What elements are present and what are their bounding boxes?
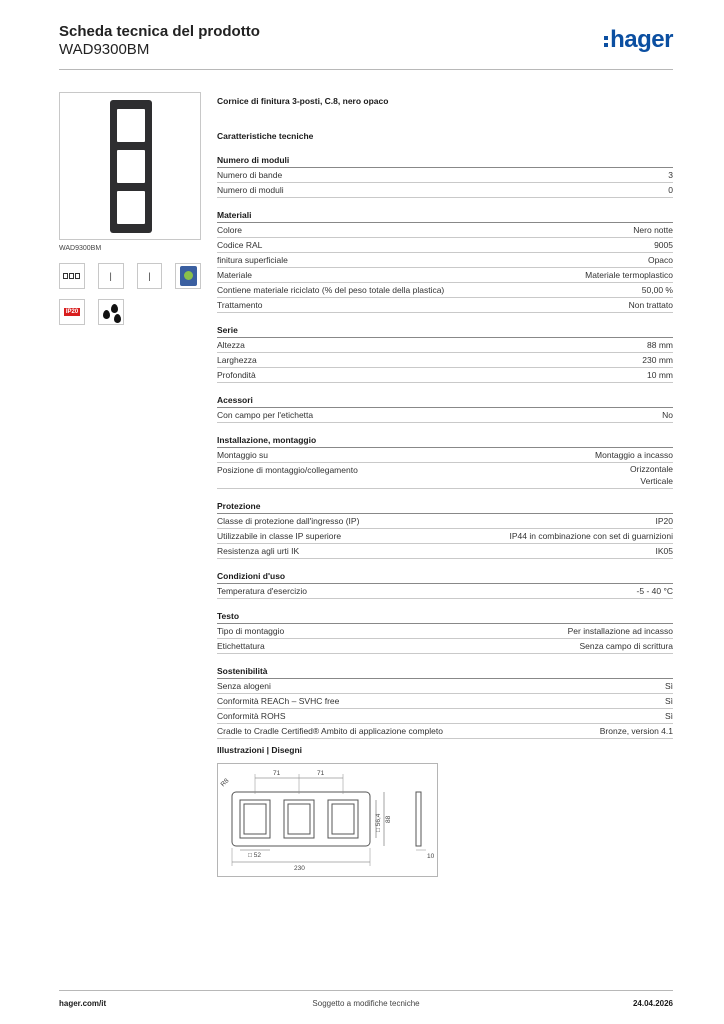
spec-row bbox=[217, 694, 673, 709]
product-sidebar bbox=[59, 92, 201, 325]
spec-row bbox=[217, 338, 673, 353]
spec-row bbox=[217, 183, 673, 198]
spec-key: Codice RAL bbox=[217, 240, 263, 250]
spec-section bbox=[217, 395, 673, 423]
product-code-heading: WAD9300BM bbox=[59, 41, 150, 58]
spec-section-title: Numero di moduli bbox=[217, 155, 673, 168]
spec-key: finitura superficiale bbox=[217, 255, 288, 265]
spec-row bbox=[217, 544, 673, 559]
spec-row bbox=[217, 624, 673, 639]
spec-key: Etichettatura bbox=[217, 641, 265, 651]
spec-value: -5 - 40 °C bbox=[636, 586, 673, 596]
cradle-certified-icon bbox=[175, 263, 201, 289]
spec-row bbox=[217, 408, 673, 423]
spec-key: Temperatura d'esercizio bbox=[217, 586, 307, 596]
spec-row bbox=[217, 448, 673, 463]
spec-key: Classe di protezione dall'ingresso (IP) bbox=[217, 516, 360, 526]
dim-71-left: 71 bbox=[273, 770, 281, 777]
spec-key: Utilizzabile in classe IP superiore bbox=[217, 531, 342, 541]
spec-key: Larghezza bbox=[217, 355, 257, 365]
spec-section bbox=[217, 666, 673, 739]
spec-row bbox=[217, 223, 673, 238]
spec-value-line: Verticale bbox=[640, 475, 673, 486]
spec-value: Nero notte bbox=[633, 225, 673, 235]
spec-key: Materiale bbox=[217, 270, 252, 280]
spec-value-line: Orizzontale bbox=[630, 464, 673, 474]
spec-section bbox=[217, 210, 673, 313]
spec-row bbox=[217, 283, 673, 298]
spec-key: Montaggio su bbox=[217, 450, 269, 460]
dim-52: □ 52 bbox=[248, 852, 261, 859]
spec-value: Senza campo di scrittura bbox=[579, 641, 673, 651]
footer-date: 24.04.2026 bbox=[632, 999, 673, 1008]
spec-value: 230 mm bbox=[642, 355, 673, 365]
dim-10: 10 bbox=[427, 853, 435, 860]
spec-row bbox=[217, 353, 673, 368]
spec-value bbox=[630, 463, 673, 488]
dim-radius: R8 bbox=[219, 777, 231, 789]
spec-key: Conformità REACh – SVHC free bbox=[217, 696, 340, 706]
spec-key: Profondità bbox=[217, 370, 256, 380]
water-drops-icon bbox=[98, 299, 124, 325]
spec-key: Resistenza agli urti IK bbox=[217, 546, 300, 556]
product-image bbox=[59, 92, 201, 240]
spec-row bbox=[217, 268, 673, 283]
dim-71-right: 71 bbox=[317, 770, 325, 777]
spec-row bbox=[217, 368, 673, 383]
modules-icon bbox=[59, 263, 85, 289]
spec-key: Trattamento bbox=[217, 300, 263, 310]
spec-section-title: Acessori bbox=[217, 395, 673, 408]
spec-section-title: Sostenibilità bbox=[217, 666, 673, 679]
dimension-drawing bbox=[217, 763, 438, 877]
spec-section-title: Serie bbox=[217, 325, 673, 338]
dim-88: 88 bbox=[385, 815, 392, 823]
product-name: Cornice di finitura 3-posti, C.8, nero opaco bbox=[217, 96, 389, 106]
page-title: Scheda tecnica del prodotto bbox=[59, 23, 260, 40]
spec-row bbox=[217, 298, 673, 313]
spec-row bbox=[217, 584, 673, 599]
spec-section bbox=[217, 501, 673, 559]
spec-value: Opaco bbox=[647, 255, 673, 265]
spec-row bbox=[217, 529, 673, 544]
single-line-icon: | bbox=[98, 263, 124, 289]
spec-key: Con campo per l'etichetta bbox=[217, 410, 314, 420]
spec-value: IP44 in combinazione con set di guarnizioni bbox=[509, 531, 673, 541]
spec-key: Numero di bande bbox=[217, 170, 283, 180]
spec-value: Bronze, version 4.1 bbox=[599, 726, 673, 736]
tech-heading: Caratteristiche tecniche bbox=[217, 131, 314, 141]
dim-230: 230 bbox=[294, 865, 305, 872]
spec-value: Sì bbox=[664, 681, 673, 691]
spec-section bbox=[217, 611, 673, 654]
spec-section-title: Testo bbox=[217, 611, 673, 624]
spec-row bbox=[217, 679, 673, 694]
spec-key: Tipo di montaggio bbox=[217, 626, 285, 636]
illustrations-title: Illustrazioni | Disegni bbox=[217, 745, 303, 755]
spec-value: Non trattato bbox=[628, 300, 673, 310]
spec-value: 88 mm bbox=[647, 340, 673, 350]
spec-value: Per installazione ad incasso bbox=[567, 626, 673, 636]
spec-value: No bbox=[662, 410, 673, 420]
spec-key: Colore bbox=[217, 225, 243, 235]
spec-key: Altezza bbox=[217, 340, 245, 350]
spec-key: Conformità ROHS bbox=[217, 711, 286, 721]
dim-56: □ 56,4 bbox=[375, 813, 382, 832]
spec-key: Cradle to Cradle Certified® Ambito di applicazione completo bbox=[217, 726, 443, 736]
spec-key: Numero di moduli bbox=[217, 185, 284, 195]
footer-note: Soggetto a modifiche tecniche bbox=[312, 999, 420, 1008]
spec-value: 0 bbox=[668, 185, 673, 195]
spec-row bbox=[217, 709, 673, 724]
spec-value: Materiale termoplastico bbox=[585, 270, 673, 280]
spec-row bbox=[217, 639, 673, 654]
spec-value: Sì bbox=[664, 696, 673, 706]
spec-row bbox=[217, 238, 673, 253]
spec-value: 9005 bbox=[654, 240, 673, 250]
spec-section-title: Installazione, montaggio bbox=[217, 435, 673, 448]
hager-logo: hager bbox=[604, 26, 673, 54]
footer-site-link[interactable]: hager.com/it bbox=[59, 999, 107, 1008]
spec-value: 50,00 % bbox=[641, 285, 673, 295]
spec-section-title: Protezione bbox=[217, 501, 673, 514]
frame-illustration bbox=[110, 100, 152, 233]
spec-value: Sì bbox=[664, 711, 673, 721]
spec-row bbox=[217, 514, 673, 529]
spec-row bbox=[217, 463, 673, 489]
spec-row bbox=[217, 253, 673, 268]
spec-key: Posizione di montaggio/collegamento bbox=[217, 465, 358, 475]
page-footer bbox=[59, 990, 673, 1020]
spec-row bbox=[217, 724, 673, 739]
spec-section bbox=[217, 571, 673, 599]
page-header bbox=[59, 20, 673, 70]
spec-row bbox=[217, 168, 673, 183]
spec-value: Montaggio a incasso bbox=[595, 450, 673, 460]
spec-section bbox=[217, 435, 673, 489]
tech-specs bbox=[217, 96, 673, 739]
spec-value: IK05 bbox=[655, 546, 673, 556]
spec-section bbox=[217, 155, 673, 198]
spec-key: Contiene materiale riciclato (% del peso totale della plastica) bbox=[217, 285, 445, 295]
spec-value: IP20 bbox=[655, 516, 673, 526]
ip20-icon: IP20 bbox=[59, 299, 85, 325]
single-line-icon: | bbox=[137, 263, 163, 289]
spec-value: 3 bbox=[668, 170, 673, 180]
product-image-caption: WAD9300BM bbox=[59, 245, 102, 252]
spec-section-title: Materiali bbox=[217, 210, 673, 223]
spec-key: Senza alogeni bbox=[217, 681, 271, 691]
spec-section bbox=[217, 325, 673, 383]
spec-section-title: Condizioni d'uso bbox=[217, 571, 673, 584]
spec-value: 10 mm bbox=[647, 370, 673, 380]
